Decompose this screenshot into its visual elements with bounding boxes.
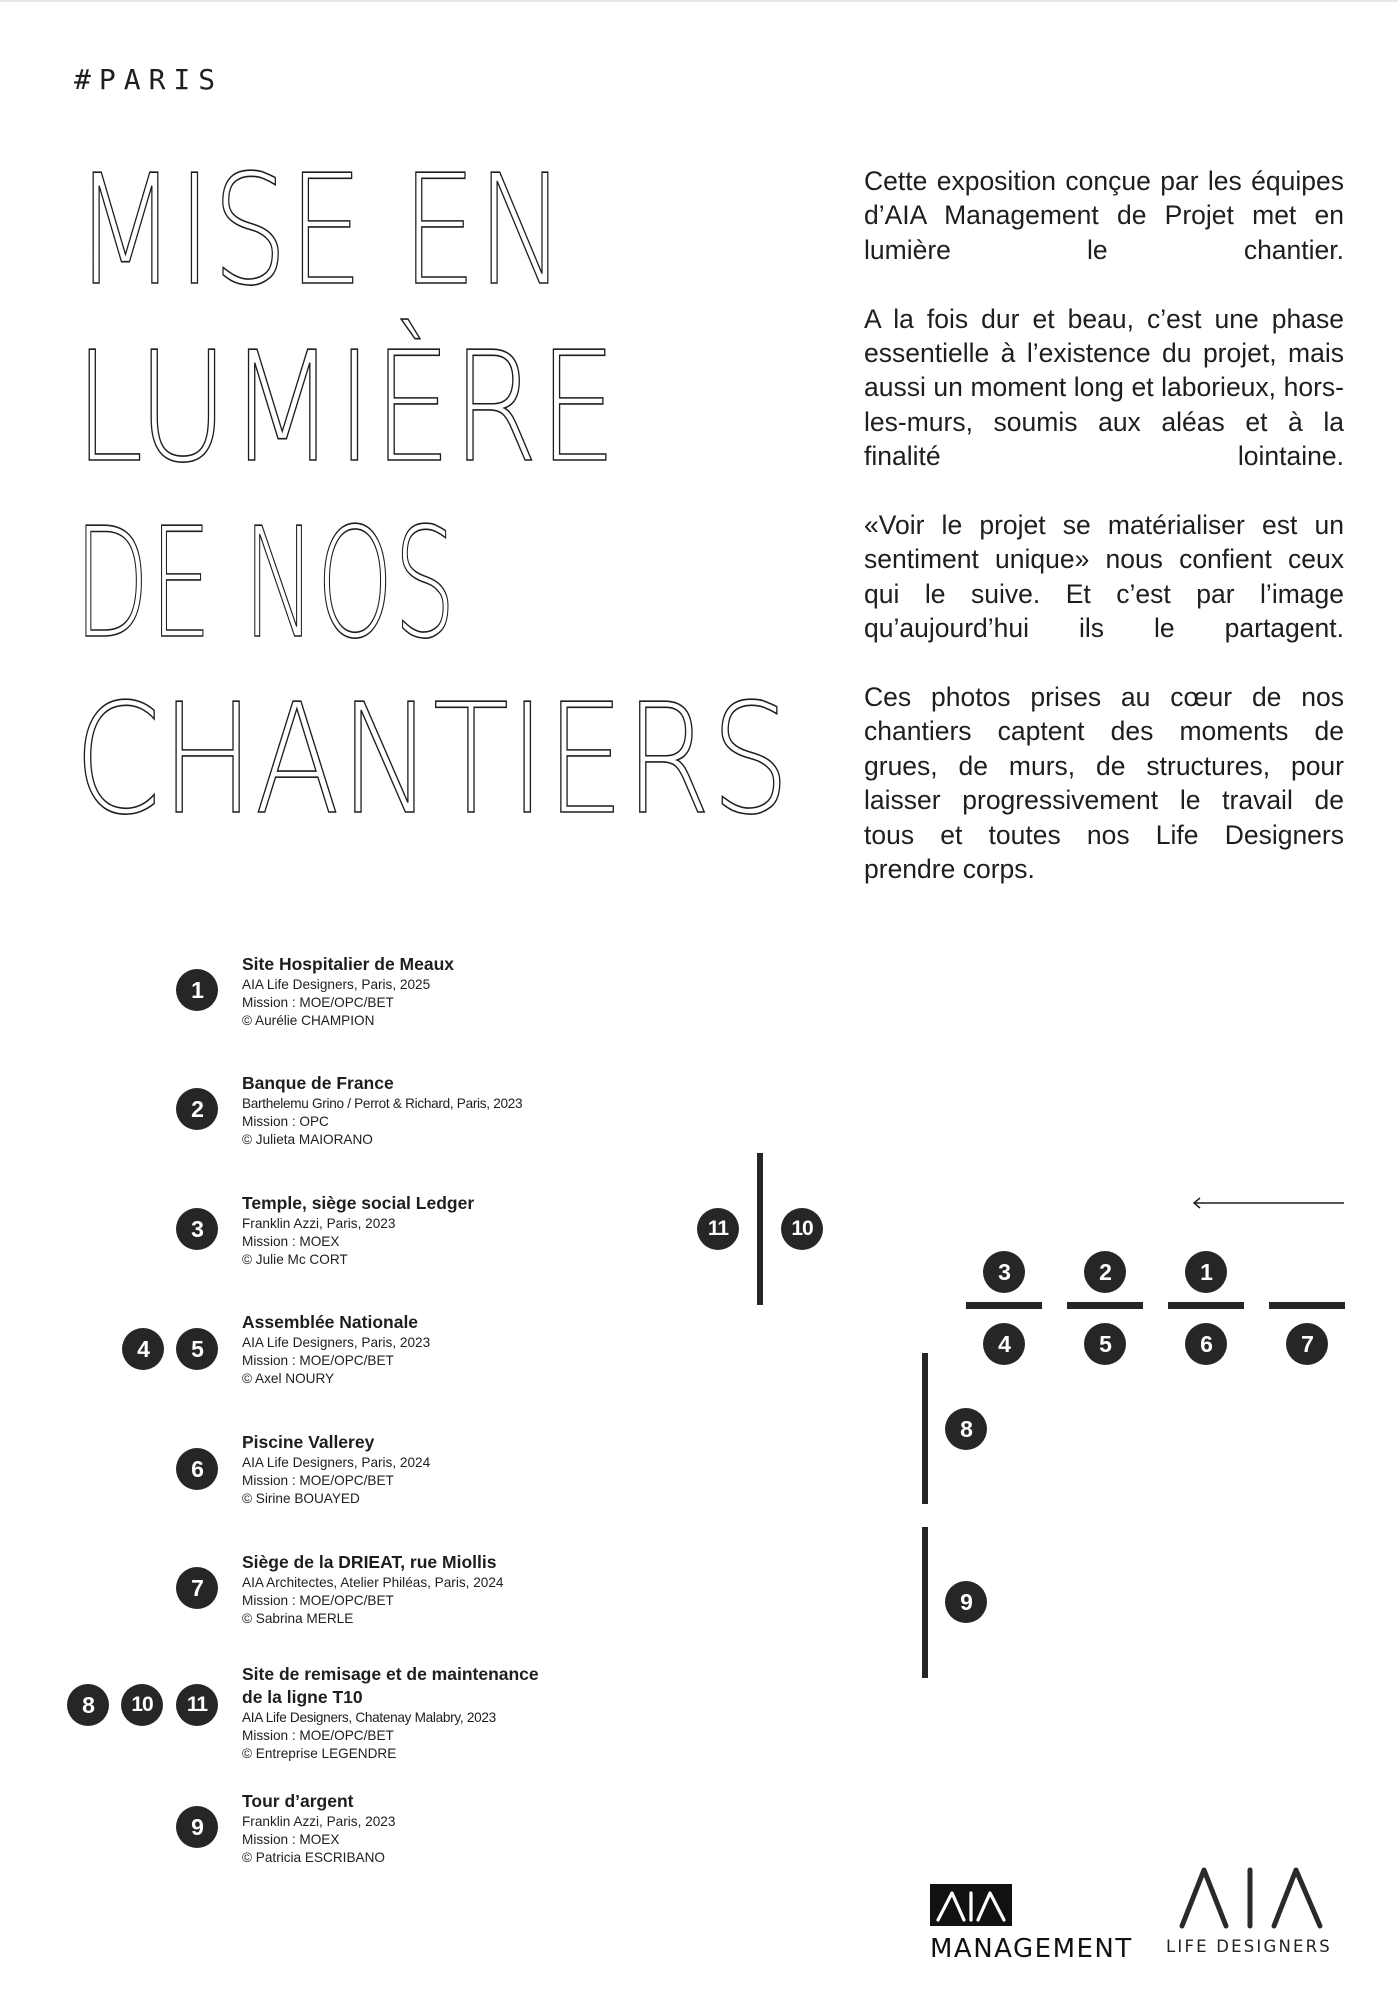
headline-line-1: MISE EN: [74, 142, 566, 319]
number-badge: 4: [122, 1328, 164, 1370]
aia-mark-icon: [930, 1884, 1012, 1926]
project-mission: Mission : MOEX: [242, 1234, 340, 1249]
intro-paragraph: Ces photos prises au cœur de nos chantiers captent des moments de grues, de murs, de structures, pour laisser progressivement le travail de tous et toutes nos Life Designers prendre corps.: [864, 682, 1344, 885]
number-badge: 6: [176, 1448, 218, 1490]
plan-wall-horizontal: [1269, 1302, 1345, 1309]
headline: [0, 142, 840, 850]
project-title: Piscine Vallerey: [242, 1432, 375, 1452]
logo-wordmark: LIFE DESIGNERS: [1166, 1937, 1332, 1956]
project-photo-credit: © Entreprise LEGENDRE: [242, 1746, 397, 1761]
number-badge: 7: [176, 1567, 218, 1609]
plan-badge: 9: [945, 1581, 987, 1623]
project-credit: AIA Architectes, Atelier Philéas, Paris, 2024: [242, 1575, 504, 1590]
project-photo-credit: © Aurélie CHAMPION: [242, 1013, 375, 1028]
plan-wall-vertical: [757, 1153, 763, 1305]
list-item: [242, 1551, 562, 1628]
headline-line-4: CHANTIERS: [74, 671, 790, 848]
plan-wall-horizontal: [1067, 1302, 1143, 1309]
project-photo-credit: © Julie Mc CORT: [242, 1252, 348, 1267]
number-badge: 2: [176, 1088, 218, 1130]
list-item: [242, 953, 562, 1030]
project-credit: AIA Life Designers, Paris, 2025: [242, 977, 431, 992]
project-credit: Barthelemu Grino / Perrot & Richard, Paris, 2023: [242, 1096, 523, 1111]
project-title: Siège de la DRIEAT, rue Miollis: [242, 1552, 497, 1572]
plan-badge: 11: [697, 1208, 739, 1250]
project-title: Banque de France: [242, 1073, 394, 1093]
project-credit: AIA Life Designers, Chatenay Malabry, 2023: [242, 1710, 496, 1725]
project-mission: Mission : MOE/OPC/BET: [242, 1728, 394, 1743]
plan-badge: 3: [983, 1251, 1025, 1293]
plan-wall-horizontal: [1168, 1302, 1244, 1309]
project-photo-credit: © Julieta MAIORANO: [242, 1132, 373, 1147]
plan-badge: 2: [1084, 1251, 1126, 1293]
intro-paragraph: Cette exposition conçue par les équipes d’AIA Management de Projet met en lumière le chantier.: [864, 166, 1344, 265]
aia-management-logo: [930, 1884, 1133, 1962]
plan-wall-vertical: [922, 1353, 928, 1504]
project-mission: Mission : MOE/OPC/BET: [242, 1353, 394, 1368]
aia-life-designers-logo: [1166, 1866, 1341, 1956]
project-title: Assemblée Nationale: [242, 1312, 419, 1332]
plan-badge: 7: [1286, 1323, 1328, 1365]
list-item: [242, 1072, 562, 1149]
intro-paragraph: A la fois dur et beau, c’est une phase essentielle à l’existence du projet, mais aussi un moment long et laborieux, hors-les-murs, soumis aux aléas et à la finalité lointaine.: [864, 303, 1344, 472]
plan-badge: 8: [945, 1408, 987, 1450]
number-badge: 10: [121, 1684, 163, 1726]
headline-line-3: DE NOS: [74, 495, 456, 672]
project-mission: Mission : MOE/OPC/BET: [242, 1473, 394, 1488]
project-photo-credit: © Sabrina MERLE: [242, 1611, 354, 1626]
project-credit: Franklin Azzi, Paris, 2023: [242, 1814, 396, 1829]
project-mission: Mission : MOE/OPC/BET: [242, 1593, 394, 1608]
plan-wall-vertical: [922, 1527, 928, 1678]
plan-badge: 10: [781, 1208, 823, 1250]
list-item: [242, 1311, 562, 1388]
project-title: Site Hospitalier de Meaux: [242, 954, 455, 974]
project-title: Temple, siège social Ledger: [242, 1193, 475, 1213]
arrow-left-icon: [1190, 1195, 1346, 1211]
project-mission: Mission : MOEX: [242, 1832, 340, 1847]
number-badge: 5: [176, 1328, 218, 1370]
project-photo-credit: © Axel NOURY: [242, 1371, 335, 1386]
project-credit: AIA Life Designers, Paris, 2023: [242, 1335, 431, 1350]
headline-line-2: LUMIÈRE: [74, 319, 617, 496]
number-badge: 9: [176, 1806, 218, 1848]
project-mission: Mission : MOE/OPC/BET: [242, 995, 394, 1010]
project-title: Site de remisage et de maintenance de la ligne T10: [242, 1664, 539, 1707]
number-badge: 11: [176, 1684, 218, 1726]
aia-mark-icon: [1178, 1866, 1328, 1930]
project-photo-credit: © Sirine BOUAYED: [242, 1491, 360, 1506]
project-mission: Mission : OPC: [242, 1114, 329, 1129]
intro-text: [864, 164, 1344, 921]
location-tag: #PARIS: [74, 63, 224, 96]
plan-badge: 6: [1185, 1323, 1227, 1365]
list-item: [242, 1192, 562, 1269]
plan-wall-horizontal: [966, 1302, 1042, 1309]
logo-wordmark: MANAGEMENT: [930, 1934, 1133, 1964]
top-border: [0, 0, 1398, 2]
list-item: [242, 1663, 562, 1763]
project-photo-credit: © Patricia ESCRIBANO: [242, 1850, 385, 1865]
plan-badge: 5: [1084, 1323, 1126, 1365]
list-item: [242, 1431, 562, 1508]
project-credit: Franklin Azzi, Paris, 2023: [242, 1216, 396, 1231]
number-badge: 8: [67, 1684, 109, 1726]
list-item: [242, 1790, 562, 1867]
number-badge: 3: [176, 1208, 218, 1250]
plan-badge: 1: [1185, 1251, 1227, 1293]
project-credit: AIA Life Designers, Paris, 2024: [242, 1455, 431, 1470]
intro-paragraph: «Voir le projet se matérialiser est un sentiment unique» nous confient ceux qui le suive. Et c’est par l’image qu’aujourd’hui ils le partagent.: [864, 510, 1344, 644]
project-title: Tour d’argent: [242, 1791, 354, 1811]
number-badge: 1: [176, 969, 218, 1011]
plan-badge: 4: [983, 1323, 1025, 1365]
